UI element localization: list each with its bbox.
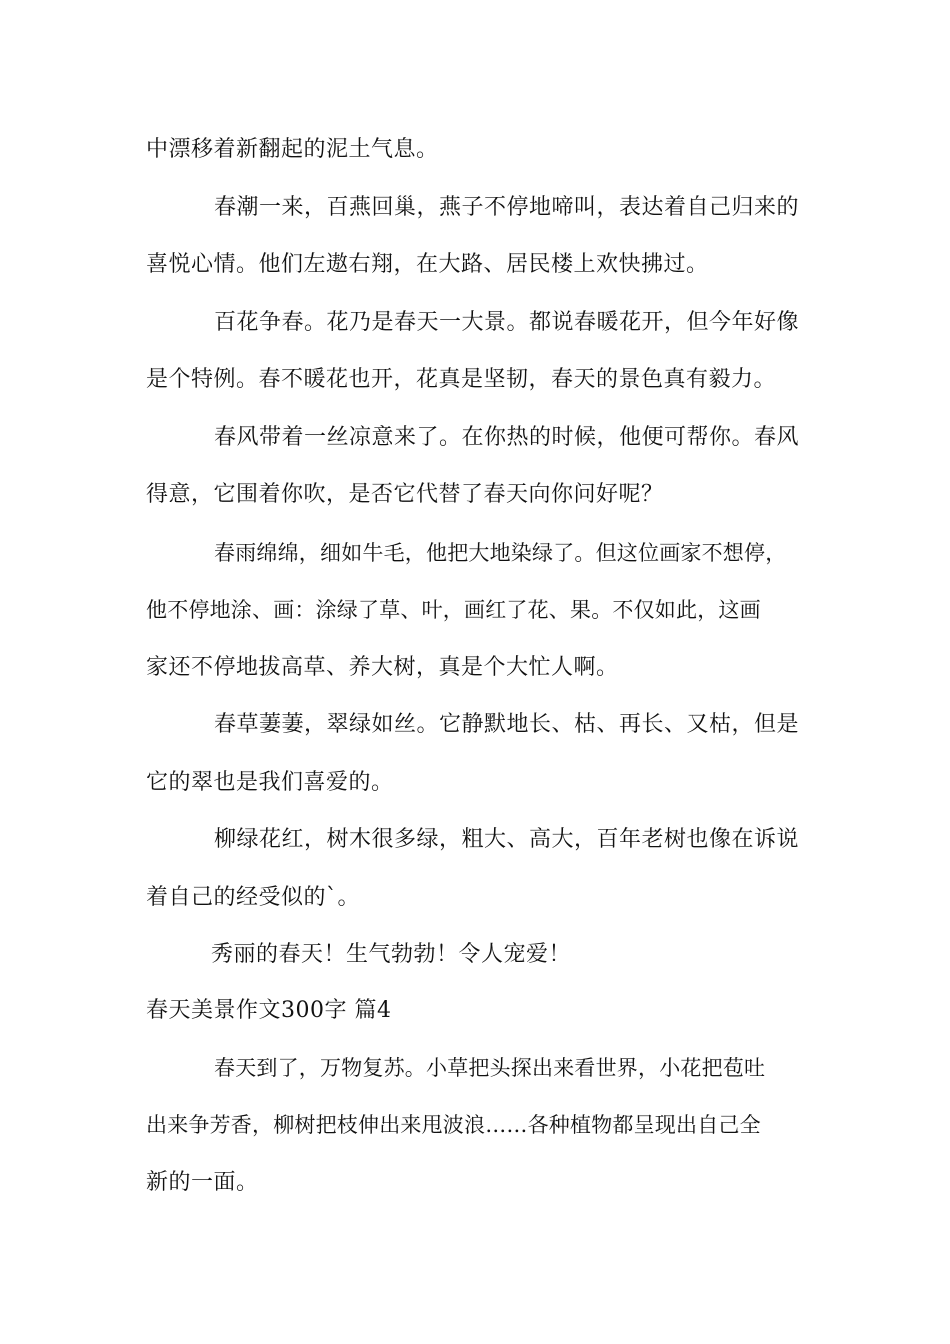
paragraph-rain-line-3: 家还不停地拔高草、养大树，真是个大忙人啊。 xyxy=(146,655,619,680)
paragraph-conclusion: 秀丽的春天！生气勃勃！令人宠爱！ xyxy=(211,942,572,967)
paragraph-willow-line-2: 着自己的经受似的`。 xyxy=(146,885,361,910)
final-paragraph-line-3: 新的一面。 xyxy=(146,1170,259,1195)
paragraph-continuation: 中漂移着新翻起的泥土气息。 xyxy=(146,137,439,162)
paragraph-grass-line-2: 它的翠也是我们喜爱的。 xyxy=(146,770,394,795)
paragraph-grass-line-1: 春草萋萋，翠绿如丝。它静默地长、枯、再长、又枯，但是 xyxy=(214,712,800,737)
final-paragraph-line-1: 春天到了，万物复苏。小草把头探出来看世界，小花把苞吐 xyxy=(214,1056,766,1080)
paragraph-rain-line-2: 他不停地涂、画：涂绿了草、叶，画红了花、果。不仅如此，这画 xyxy=(146,598,761,622)
paragraph-wind-line-2: 得意，它围着你吹，是否它代替了春天向你问好呢？ xyxy=(146,482,664,507)
paragraph-willow-line-1: 柳绿花红，树木很多绿，粗大、高大，百年老树也像在诉说 xyxy=(214,827,800,852)
final-paragraph-line-2: 出来争芳香，柳树把枝伸出来甩波浪……各种植物都呈现出自己全 xyxy=(146,1113,761,1137)
paragraph-wind-line-1: 春风带着一丝凉意来了。在你热的时候，他便可帮你。春风 xyxy=(214,425,800,450)
section-heading: 春天美景作文300字 篇4 xyxy=(146,998,392,1023)
paragraph-swallows-line-1: 春潮一来，百燕回巢，燕子不停地啼叫，表达着自己归来的 xyxy=(214,195,800,220)
paragraph-flowers-line-2: 是个特例。春不暖花也开，花真是坚韧，春天的景色真有毅力。 xyxy=(146,367,777,392)
paragraph-swallows-line-2: 喜悦心情。他们左遨右翔，在大路、居民楼上欢快拂过。 xyxy=(146,252,709,277)
paragraph-flowers-line-1: 百花争春。花乃是春天一大景。都说春暖花开，但今年好像 xyxy=(214,310,800,335)
paragraph-rain-line-1: 春雨绵绵，细如牛毛，他把大地染绿了。但这位画家不想停， xyxy=(214,541,787,565)
